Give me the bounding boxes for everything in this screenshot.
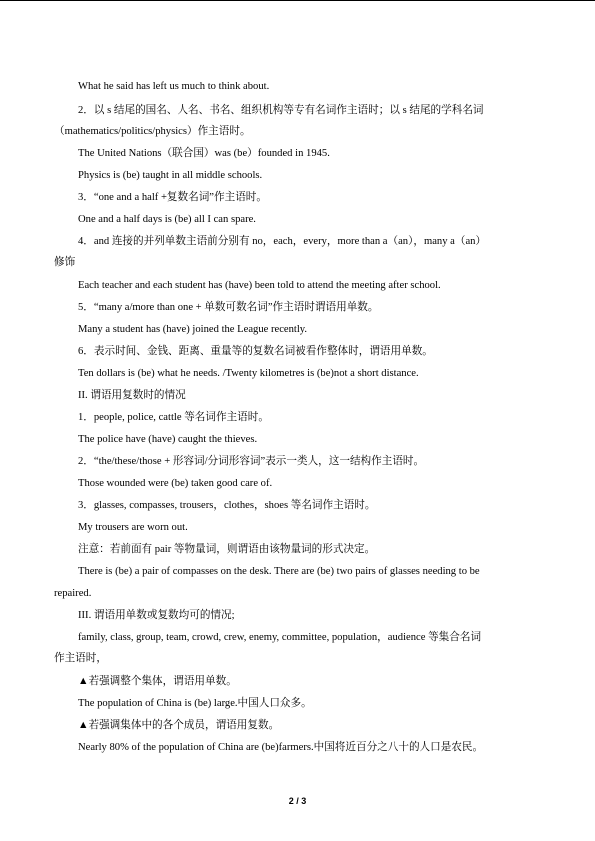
text-line: 作主语时， bbox=[54, 653, 107, 664]
section-heading: III. 谓语用单数或复数均可的情况; bbox=[78, 610, 235, 621]
text-line: One and a half days is (be) all I can spare. bbox=[78, 214, 256, 225]
text-line: My trousers are worn out. bbox=[78, 522, 188, 533]
text-line: ▲若强调整个集体，谓语用单数。 bbox=[78, 676, 237, 687]
text-line: repaired. bbox=[54, 588, 92, 599]
text-line: Ten dollars is (be) what he needs. /Twenty kilometres is (be)not a short distance. bbox=[78, 368, 419, 379]
text-line: 6．表示时间、金钱、距离、重量等的复数名词被看作整体时，谓语用单数。 bbox=[78, 346, 433, 357]
text-line: 2．“the/these/those + 形容词/分词形容词”表示一类人，这一结构作主语时。 bbox=[78, 456, 425, 467]
text-line: Physics is (be) taught in all middle schools. bbox=[78, 170, 263, 181]
text-line: 4．and 连接的并列单数主语前分别有 no，each，every，more than a（an），many a（an） bbox=[78, 236, 487, 247]
text-line: There is (be) a pair of compasses on the desk. There are (be) two pairs of glasses needing to be bbox=[78, 566, 480, 577]
page-number: 2 / 3 bbox=[288, 796, 307, 806]
text-line: What he said has left us much to think about. bbox=[78, 81, 270, 92]
text-line: 3．glasses, compasses, trousers，clothes，shoes 等名词作主语时。 bbox=[78, 500, 376, 511]
text-line: Many a student has (have) joined the League recently. bbox=[78, 324, 308, 335]
text-line: 1．people, police, cattle 等名词作主语时。 bbox=[78, 412, 269, 423]
text-line: Nearly 80% of the population of China are (be)farmers.中国将近百分之八十的人口是农民。 bbox=[78, 742, 484, 753]
text-line: family, class, group, team, crowd, crew, enemy, committee, population，audience 等集合名词 bbox=[78, 632, 482, 643]
section-heading: II. 谓语用复数时的情况 bbox=[78, 390, 186, 401]
header-rule bbox=[0, 0, 595, 1]
text-line: （mathematics/politics/physics）作主语时。 bbox=[54, 126, 251, 137]
text-line: The police have (have) caught the thieves. bbox=[78, 434, 258, 445]
text-line: The population of China is (be) large.中国人口众多。 bbox=[78, 698, 312, 709]
text-line: ▲若强调集体中的各个成员，谓语用复数。 bbox=[78, 720, 280, 731]
text-line: 2．以 s 结尾的国名、人名、书名、组织机构等专有名词作主语时；以 s 结尾的学科名词 bbox=[78, 105, 484, 116]
text-line: 修饰 bbox=[54, 257, 76, 268]
text-line: 5．“many a/more than one + 单数可数名词”作主语时谓语用单数。 bbox=[78, 302, 379, 313]
text-line: Those wounded were (be) taken good care of. bbox=[78, 478, 273, 489]
text-line: 3．“one and a half +复数名词”作主语时。 bbox=[78, 192, 267, 203]
note-line: 注意：若前面有 pair 等物量词，则谓语由该物量词的形式决定。 bbox=[78, 544, 376, 555]
text-line: The United Nations（联合国）was (be）founded in 1945. bbox=[78, 148, 330, 159]
text-line: Each teacher and each student has (have) been told to attend the meeting after school. bbox=[78, 280, 441, 291]
